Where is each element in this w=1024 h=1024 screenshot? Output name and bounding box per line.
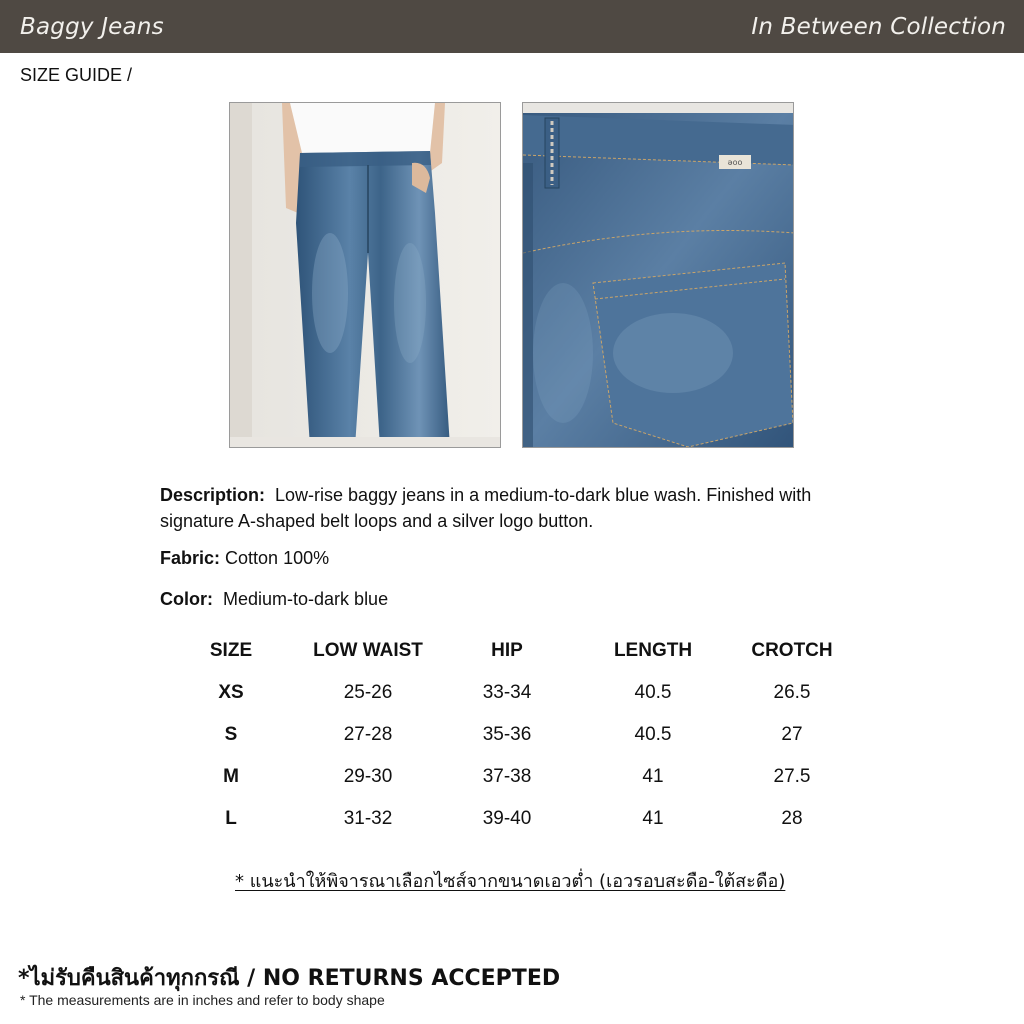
breadcrumb: SIZE GUIDE /	[20, 65, 133, 85]
collection-title: In Between Collection	[751, 13, 1006, 40]
size-cell: XS	[218, 682, 244, 703]
hip-cell: 35-36	[482, 724, 532, 745]
logo-patch-text: ǝoo	[727, 158, 743, 167]
header-size: SIZE	[209, 640, 253, 661]
crotch-cell: 27.5	[773, 766, 811, 787]
size-table-header	[160, 632, 880, 674]
table-row	[160, 758, 880, 800]
color-value: Medium-to-dark blue	[223, 589, 389, 609]
size-cell: M	[223, 766, 239, 787]
sizing-recommendation-note: * แนะนำให้พิจารณาเลือกไซส์จากขนาดเอวต่ำ (เอวรอบสะดือ-ใต้สะดือ)	[235, 871, 786, 892]
header-low-waist: LOW WAIST	[313, 640, 423, 661]
low-waist-cell: 25-26	[343, 682, 393, 703]
header-hip: HIP	[491, 640, 523, 661]
color-line	[160, 589, 388, 610]
jeans-back-pocket-illustration	[523, 103, 794, 447]
hip-cell: 39-40	[482, 808, 532, 829]
crotch-cell: 28	[781, 808, 803, 829]
product-description	[160, 482, 880, 534]
low-waist-cell: 29-30	[343, 766, 393, 787]
hip-cell: 37-38	[482, 766, 532, 787]
crotch-cell: 27	[781, 724, 803, 745]
low-waist-cell: 31-32	[343, 808, 393, 829]
header-length: LENGTH	[613, 640, 693, 661]
header-bar	[0, 0, 1024, 53]
no-returns-notice: *ไม่รับคืนสินค้าทุกกรณี / NO RETURNS ACCEPTED	[18, 966, 561, 991]
length-cell: 40.5	[634, 682, 672, 703]
header-crotch: CROTCH	[751, 640, 833, 661]
description-label: Description:	[160, 485, 266, 505]
product-photo-front	[229, 102, 501, 448]
measurement-note: * The measurements are in inches and refer to body shape	[20, 992, 385, 1008]
size-table	[160, 632, 880, 842]
table-row	[160, 674, 880, 716]
jeans-front-illustration	[230, 103, 500, 447]
hip-cell: 33-34	[482, 682, 532, 703]
size-cell: S	[224, 724, 238, 745]
table-row	[160, 716, 880, 758]
length-cell: 41	[642, 766, 664, 787]
product-title: Baggy Jeans	[20, 13, 164, 40]
low-waist-cell: 27-28	[343, 724, 393, 745]
size-cell: L	[225, 808, 237, 829]
length-cell: 41	[642, 808, 664, 829]
color-label: Color:	[160, 589, 213, 609]
length-cell: 40.5	[634, 724, 672, 745]
table-row	[160, 800, 880, 842]
crotch-cell: 26.5	[773, 682, 811, 703]
fabric-label: Fabric:	[160, 548, 221, 568]
description-text: Low-rise baggy jeans in a medium-to-dark blue wash. Finished with signature A-shaped belt loops and a silver logo button.	[160, 485, 812, 531]
product-photo-back-detail	[522, 102, 794, 448]
fabric-value: Cotton 100%	[225, 548, 330, 568]
fabric-line	[160, 548, 329, 569]
